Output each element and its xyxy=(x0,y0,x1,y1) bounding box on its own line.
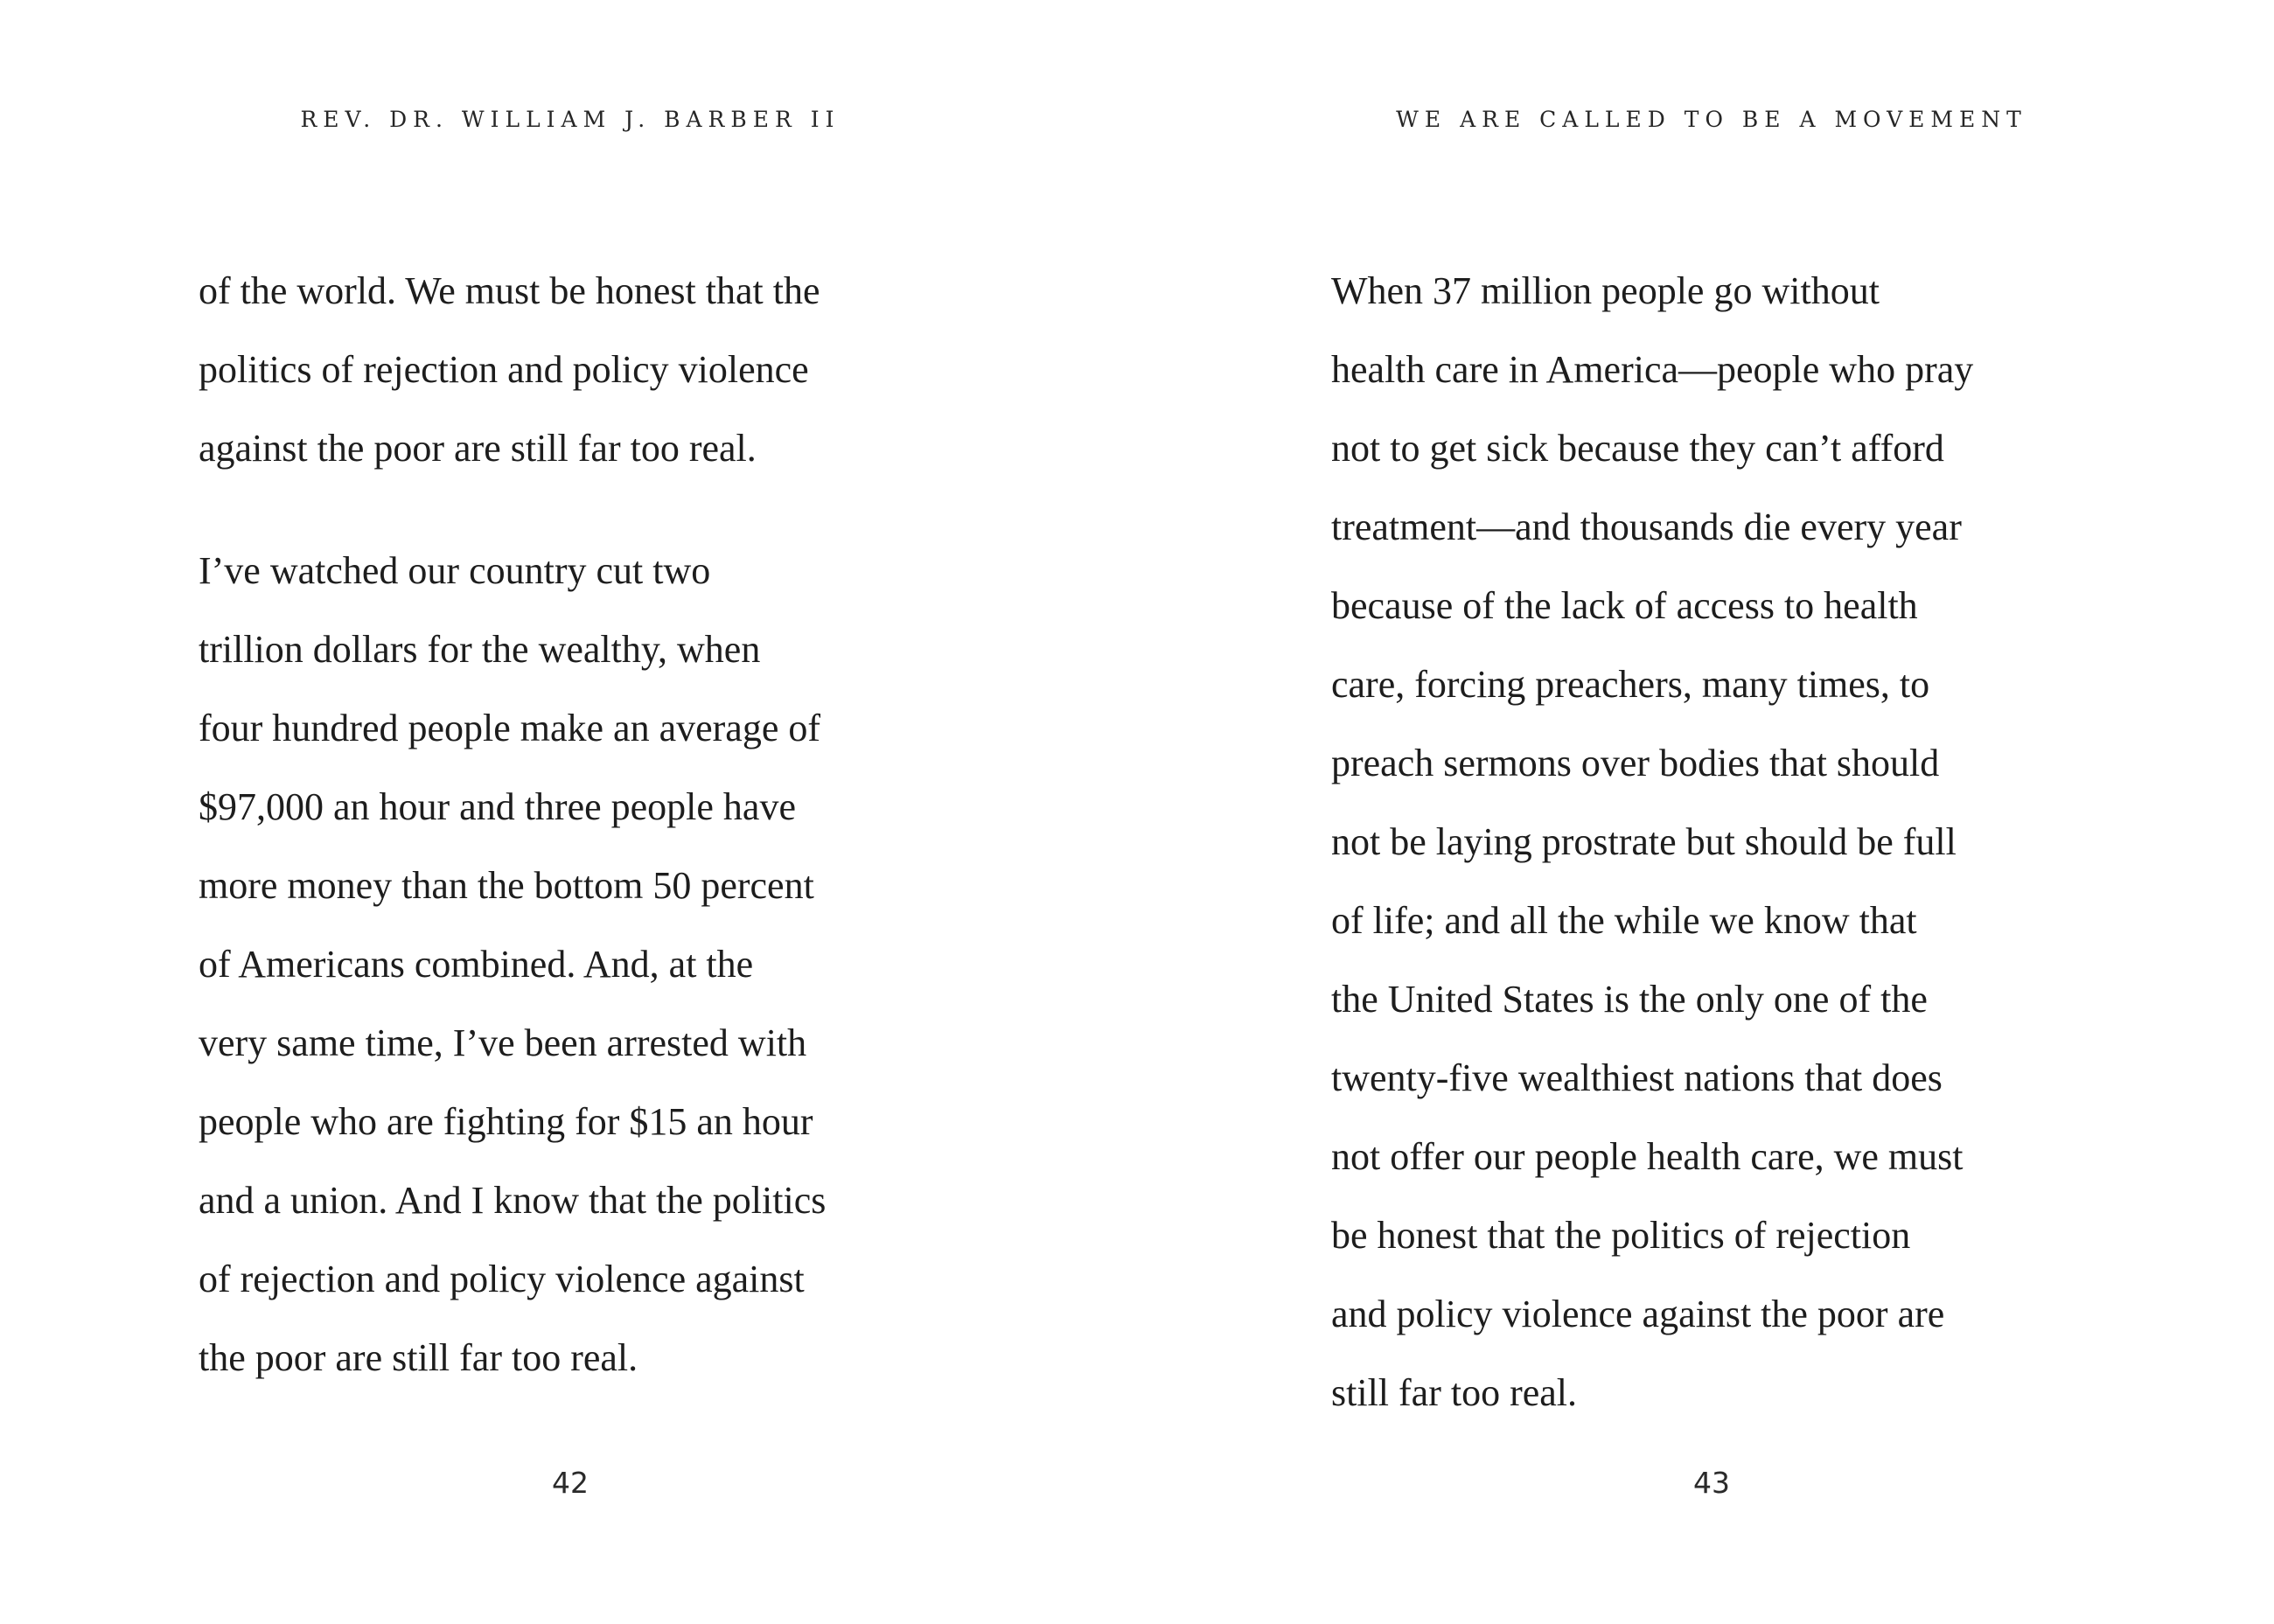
paragraph xyxy=(1331,252,2092,1432)
text-line: the poor are still far too real. xyxy=(199,1336,638,1379)
text-line: preach sermons over bodies that should xyxy=(1331,742,1940,784)
text-line: not be laying prostrate but should be full xyxy=(1331,820,1957,863)
text-line: because of the lack of access to health xyxy=(1331,584,1918,627)
text-line: of life; and all the while we know that xyxy=(1331,899,1917,942)
page-left xyxy=(199,0,942,1624)
text-line: not to get sick because they can’t afford xyxy=(1331,427,1944,470)
paragraph xyxy=(199,252,942,488)
text-line: politics of rejection and policy violence xyxy=(199,348,809,391)
text-line: the United States is the only one of the xyxy=(1331,978,1928,1021)
page-left-text xyxy=(199,252,942,1397)
text-line: health care in America—people who pray xyxy=(1331,348,1974,391)
text-line: more money than the bottom 50 percent xyxy=(199,864,814,907)
page-number-left: 42 xyxy=(552,1466,589,1500)
text-line: four hundred people make an average of xyxy=(199,707,821,749)
text-line: not offer our people health care, we must xyxy=(1331,1135,1964,1178)
text-line: care, forcing preachers, many times, to xyxy=(1331,663,1930,706)
text-line: still far too real. xyxy=(1331,1371,1578,1414)
text-line: twenty-five wealthiest nations that does xyxy=(1331,1056,1943,1099)
text-line: trillion dollars for the wealthy, when xyxy=(199,628,761,671)
text-line: $97,000 an hour and three people have xyxy=(199,785,796,828)
paragraph xyxy=(199,532,942,1397)
page-right xyxy=(1331,0,2092,1624)
text-line: people who are fighting for $15 an hour xyxy=(199,1100,813,1143)
text-line: I’ve watched our country cut two xyxy=(199,549,711,592)
text-line: and a union. And I know that the politics xyxy=(199,1179,827,1222)
page-number-right: 43 xyxy=(1693,1466,1730,1500)
text-line: When 37 million people go without xyxy=(1331,269,1880,312)
running-header-author: REV. DR. WILLIAM J. BARBER II xyxy=(300,107,841,132)
page-right-text xyxy=(1331,252,2092,1432)
text-line: and policy violence against the poor are xyxy=(1331,1293,1945,1335)
text-line: of the world. We must be honest that the xyxy=(199,269,820,312)
text-line: treatment—and thousands die every year xyxy=(1331,505,1962,548)
text-line: against the poor are still far too real. xyxy=(199,427,757,470)
text-line: be honest that the politics of rejection xyxy=(1331,1214,1911,1257)
text-line: of rejection and policy violence against xyxy=(199,1258,805,1300)
text-line: very same time, I’ve been arrested with xyxy=(199,1021,807,1064)
text-line: of Americans combined. And, at the xyxy=(199,943,754,986)
running-header-title: WE ARE CALLED TO BE A MOVEMENT xyxy=(1396,107,2027,132)
